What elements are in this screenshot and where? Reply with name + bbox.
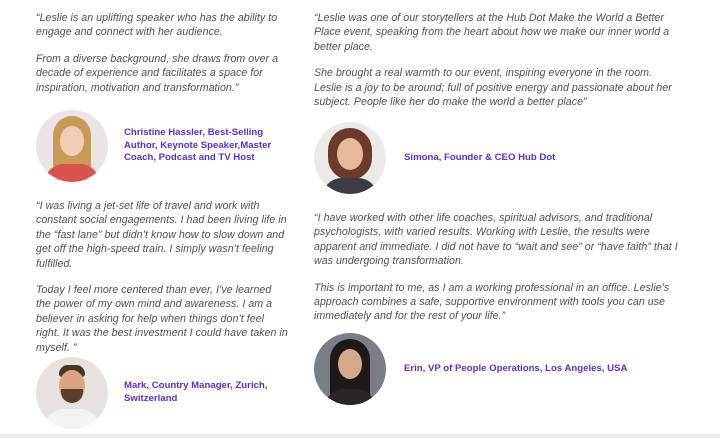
quote-paragraph: From a diverse background, she draws from over a decade of experience and facilitates a space for inspiration, motivation and transformation.” (36, 52, 279, 94)
quote-paragraph: She brought a real warmth to our event, inspiring everyone in the room. Leslie is a joy to be around; full of positive energy and passionate about her subject. People like her do make the world a better place” (314, 67, 672, 109)
author-mark (36, 357, 267, 429)
christine-photo (36, 110, 108, 182)
testimonial-simona (314, 11, 682, 109)
author-christine (36, 110, 271, 182)
simona-photo (314, 122, 386, 194)
author-name: Mark, Country Manager, Zurich, Switzerland (124, 380, 268, 404)
quote-paragraph: “Leslie is an uplifting speaker who has the ability to engage and connect with her audience. (36, 12, 278, 39)
author-name: Erin, VP of People Operations, Los Angeles, USA (404, 362, 628, 374)
testimonial-christine (36, 11, 288, 95)
erin-photo (314, 333, 386, 405)
author-erin (314, 333, 627, 405)
author-name: Simona, Founder & CEO Hub Dot (404, 151, 556, 163)
testimonial-mark (36, 199, 288, 355)
author-name: Christine Hassler, Best-Selling Author, Keynote Speaker,Master Coach, Podcast and TV Host (124, 127, 272, 164)
quote-paragraph: Today I feel more centered than ever, I’ve learned the power of my own mind and awareness. I am a believer in asking for help when things don’t feel right. It was the best investment I could have taken in myself. ” (36, 284, 288, 354)
author-simona (314, 122, 555, 194)
mark-photo (36, 357, 108, 429)
quote-paragraph: “I was living a jet-set life of travel and work with constant social engagements. I had been living life in the “fast lane” but didn’t know how to slow down and get off the high-speed train. I simply wasn’t feeling fulfilled. (36, 200, 287, 270)
testimonial-erin (314, 211, 682, 324)
bottom-divider (0, 434, 720, 438)
quote-paragraph: “I have worked with other life coaches, spiritual advisors, and traditional psychologists, with varied results. Working with Leslie, the results were apparent and immediate. I did not have to “wait and see” or “have faith” that I was undergoing transformation. (314, 212, 678, 268)
quote-paragraph: This is important to me, as I am a working professional in an office. Leslie’s approach combines a safe, supportive environment with tools you can use immediately and for the rest of your life.” (314, 281, 670, 323)
quote-paragraph: “Leslie was one of our storytellers at the Hub Dot Make the World a Better Place event, speaking from the heart about how we make our inner world a better place. (314, 12, 670, 53)
